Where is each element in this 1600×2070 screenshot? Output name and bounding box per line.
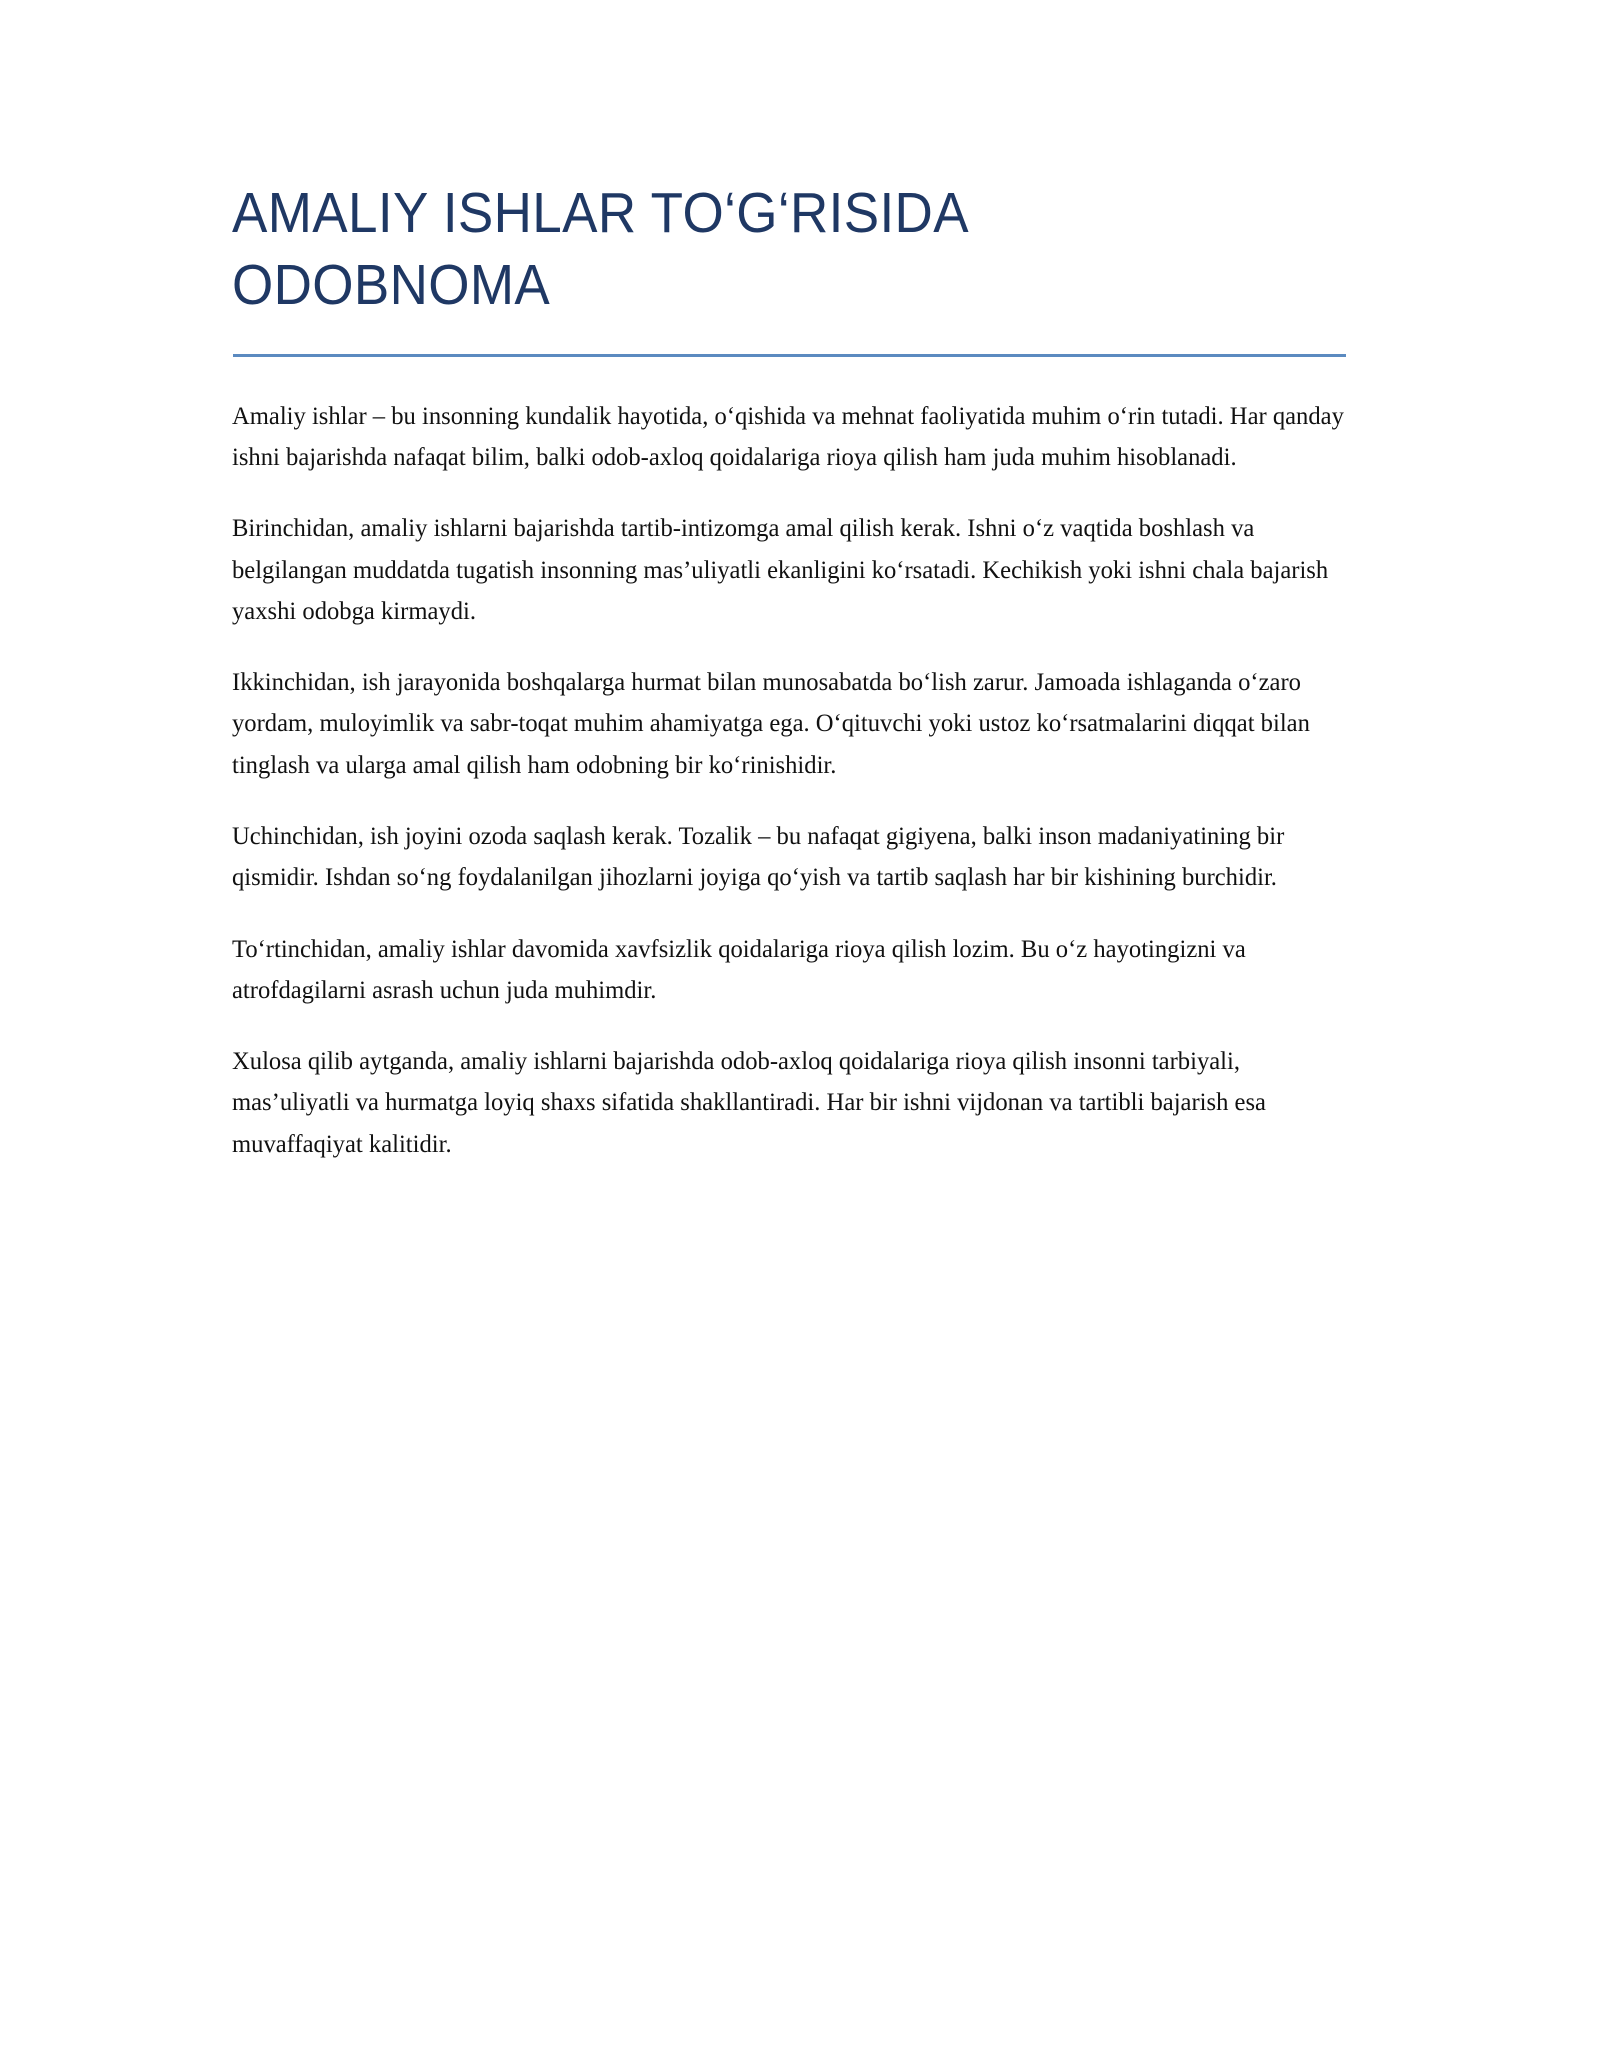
body-paragraph: Amaliy ishlar – bu insonning kundalik hayotida, o‘qishida va mehnat faoliyatida muhim o‘rin tutadi. Har qanday ishni bajarishda nafaqat bilim, balki odob-axloq qoidalariga rioya qilish ham juda muhim hisoblanadi.: [232, 400, 1344, 471]
document-body: [232, 395, 1347, 1164]
body-paragraph: Xulosa qilib aytganda, amaliy ishlarni bajarishda odob-axloq qoidalariga rioya qilish insonni tarbiyali, mas’uliyatli va hurmatga loyiq shaxs sifatida shakllantiradi. Har bir ishni vijdonan va tartibli bajarish esa muvaffaqiyat kalitidir.: [232, 1046, 1266, 1158]
document-title: AMALIY ISHLAR TO‘G‘RISIDA ODOBNOMA: [232, 181, 967, 317]
body-paragraph: Ikkinchidan, ish jarayonida boshqalarga hurmat bilan munosabatda bo‘lish zarur. Jamoada ishlaganda o‘zaro yordam, muloyimlik va sabr-toqat muhim ahamiyatga ega. O‘qituvchi yoki ustoz ko‘rsatmalarini diqqat bilan tinglash va ularga amal qilish ham odobning bir ko‘rinishidir.: [232, 667, 1310, 779]
document-content: [232, 178, 1347, 1164]
body-paragraph: Uchinchidan, ish joyini ozoda saqlash kerak. Tozalik – bu nafaqat gigiyena, balki inson madaniyatining bir qismidir. Ishdan so‘ng foydalanilgan jihozlarni joyiga qo‘yish va tartib saqlash har bir kishining burchidir.: [232, 821, 1285, 892]
title-divider-rule: [233, 354, 1346, 357]
body-paragraph: To‘rtinchidan, amaliy ishlar davomida xavfsizlik qoidalariga rioya qilish lozim. Bu o‘z hayotingizni va atrofdagilarni asrash uchun juda muhimdir.: [232, 933, 1246, 1004]
body-paragraph: Birinchidan, amaliy ishlarni bajarishda tartib-intizomga amal qilish kerak. Ishni o‘z vaqtida boshlash va belgilangan muddatda tugatish insonning mas’uliyatli ekanligini ko‘rsatadi. Kechikish yoki ishni chala bajarish yaxshi odobga kirmaydi.: [232, 513, 1329, 625]
